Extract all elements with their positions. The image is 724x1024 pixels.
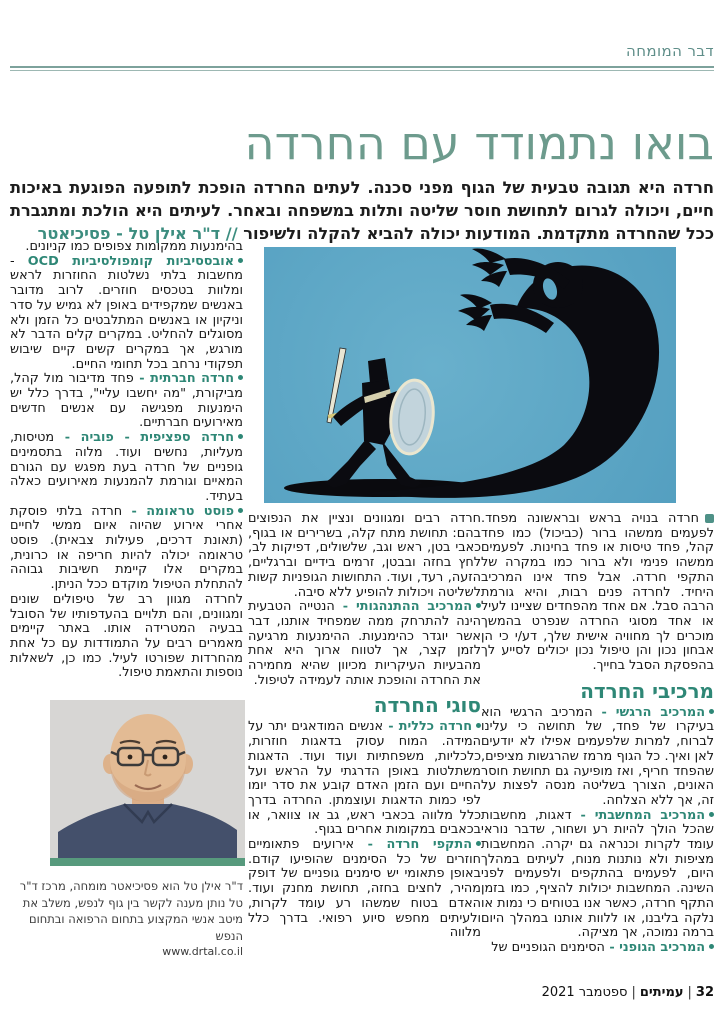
intro-paragraph xyxy=(481,512,714,674)
bullet-dot-icon xyxy=(709,944,714,949)
item-text: - מחשבות בלתי נשלטות החוזרות לראש ומלוות בטכסים חוזרים. לרוב מדובר באנשים שמקפידים באופן לא גמיש על סדר וניקיון או באנשים המתלבטים כל הזמן ולא מסוגלים להחליט. במקרים קלים הדבר לא מורגש, אך במקרים קשים קיים שיבוש תפקודי נרחב בכל תחומי החיים. xyxy=(10,253,243,372)
header-double-rule xyxy=(10,66,714,71)
item-text: חרדה בלתי פוסקת אחרי אירוע שהיוה איום ממשי לחיים (תאונת דרכים, פעילות צבאית). פוסט טראומה יכולה להיות חריפה או כרונית, במקרים אלו קיימת חשיבות גבוהה להתחלת הטיפול מוקדם ככל הניתן. xyxy=(10,503,243,593)
bullet-item-general-anxiety xyxy=(248,720,481,838)
knight-vs-shadow-monster-graphic xyxy=(264,247,676,503)
bullet-dot-icon xyxy=(476,841,481,846)
item-lead: המרכיב המחשבתי - xyxy=(571,807,705,823)
knight-head xyxy=(368,358,388,383)
bullet-item-ocd xyxy=(10,255,243,373)
footer-separator: | xyxy=(687,985,692,1000)
anxiety-shadow-illustration xyxy=(264,247,676,503)
item-lead: התקפי חרדה - xyxy=(354,837,472,853)
page-number: 32 xyxy=(695,985,714,1000)
bullet-item-ptsd xyxy=(10,505,243,593)
website-url: www.drtal.co.il xyxy=(162,945,243,958)
item-lead: חרדה חברתית - xyxy=(133,371,234,387)
bullet-item-behavioral xyxy=(248,600,481,688)
continuation-paragraph: חרדה רבים ומגוונים ונציין את הנפוצים בהם: תחושת מתח קלה, בשרירים או בגוף, כאבי בטן, ראש וגב, שלשולים, דפיקות לב, לחץ בחזה ובבטן, זרמים בידיים וברגליים, הזעה, רעד, ועוד. התחושות הגופניות קשות לשליטה ויכולות להופיע ללא סיבה. xyxy=(248,511,481,600)
article-title: בואו נתמודד עם החרדה xyxy=(244,115,714,170)
item-text: הנטייה הטבעית הינה להתרחק ממה שמפחיד אותנו, דבר אשר יוגדר כהימנעות. ההימנעות מרגיעה לזמן קצר, אך לטווח ארוך היא אחת מהבעיות העיקריות מכיוון שהיא מחמירה את החרדה והופכת אותה לעמידה לטיפול. xyxy=(248,599,481,688)
column-middle xyxy=(248,512,481,941)
bullet-item-emotional xyxy=(481,706,714,809)
bullet-dot-icon xyxy=(476,603,481,608)
bullet-item-physical xyxy=(481,941,714,956)
page-footer xyxy=(542,985,714,1000)
item-lead: חרדה ספציפית - פוביה - xyxy=(54,430,234,446)
bullet-dot-icon xyxy=(238,508,243,513)
column-left xyxy=(10,240,243,681)
bullet-dot-icon xyxy=(709,709,714,714)
item-lead: המרכיב הרגשי - xyxy=(592,704,705,720)
issue-date: ספטמבר 2021 xyxy=(541,985,628,1000)
item-lead: חרדה כללית - xyxy=(383,719,472,735)
item-lead: המרכיב ההתנהגותי - xyxy=(334,599,472,615)
intro-text: חרדה בנויה בראש ובראשונה מפחד. לפעמים ממשהו ברור (כביכול) כמו פחד קהל, פחד טיסות או פחד בחינות. לפעמים ממשהו פנימי ולא ברור כמו במקרה של התקפי חרדה. אבל פחד אינו המרכיב היחיד. לחרדה פנים רבות, והיא גורמת הרבה סבל. אם אחד מהפחדים שציינו לעיל או אחד מסוגי החרדה שנפרט בהמשך מוכרים לך מחוויה אישית שלך, דע/י כי הן אבחון נכון והן טיפול נכון יכולים לסייע לך בהפסקת הסבל בחייך. xyxy=(481,511,714,674)
heading-anxiety-types: סוגי החרדה xyxy=(373,693,481,718)
bullet-dot-icon xyxy=(238,434,243,439)
bullet-dot-icon xyxy=(476,723,481,728)
caption-text: ד"ר אילן טל הוא פסיכיאטר מומחה, מרכז ד"ר טל נותן מענה לקשר בין גוף לנפש, משלב את מיטב אנשי המקצוע בתחום הרפואה ובתחום הנפש xyxy=(19,879,243,943)
photo-accent-bar xyxy=(50,858,245,866)
heading-anxiety-components: מרכיבי החרדה xyxy=(580,678,714,703)
item-lead: פוסט טראומה - xyxy=(122,503,234,519)
item-text: מטיסות, מעליות, נחשים ועוד. מלוה בתסמינים גופניים של חרדה בעת מפגש עם הגורם המאיים וגורמת להמנעות מאירועים כאלה בעתיד. xyxy=(10,430,243,504)
item-text: הסימנים הגופניים של xyxy=(491,939,605,955)
bullet-item-social-anxiety xyxy=(10,372,243,431)
bullet-square-icon xyxy=(705,514,714,523)
column-right xyxy=(481,512,714,956)
magazine-name: עמיתים xyxy=(639,985,684,1000)
bullet-item-panic-attacks xyxy=(248,838,481,941)
item-text: פחד מדיבור מול קהל, מביקורת, "מה יחשבו עליי", בדרך כלל יש הימנעות מפגישה עם אנשים חדשים מאירועים חברתיים. xyxy=(10,371,243,431)
portrait-photo xyxy=(50,700,245,858)
item-lead: אובססיביות קומפולסיביות OCD xyxy=(27,253,235,269)
item-text: המרכיב הרגשי הוא בעיקרו של פחד, של תחושה כי עלינו לברוח, למרות שלפעמים אפילו לא יודעים לאן ואיך. כל הגוף מרמז שהרגשות מציפים, שהפחד חריף, ואז מופיעה גם תחושת חוסר האונים, הצורך בשליטה מנסה לפצות על זה, אך ללא הצלחה. xyxy=(481,704,714,808)
bullet-dot-icon xyxy=(238,258,243,263)
continuation-paragraph: בהימנעות ממקומות צפופים כמו קניונים. xyxy=(25,239,243,254)
lead-text: חרדה היא תגובה טבעית של הגוף מפני סכנה. לעתים החרדה הופכת לתופעה הפוגעת באיכות חיים, ויכולה לגרום לתחושת חוסר שליטה ותלות במשפחה ובאחר. לעיתים היא הולכת ומתגברת ככל שהחרדה מתקדמת. המודעות יכולה להביא להקלה ולשיפור xyxy=(10,178,714,244)
item-text: אנשים המודאגים יתר על המידה. המוח עסוק בדאגות חוזרות, כלכליות, משפחתיות ועוד ועוד. הדאגות משתלטות באופן הדרגתי על הראש ועל החיים ועם הזמן האדם קובע את סדר יומו לפי כמות הדאגות ועוצמתן. החרדה בדרך כלל מלווה בכאבי ראש, גב או צוואר, או בכאבים במקומות אחרים בגוף. xyxy=(248,719,481,838)
lead-paragraph xyxy=(10,176,714,245)
bullet-dot-icon xyxy=(709,812,714,817)
closing-paragraph: לחרדה מגוון רב של טיפולים שונים ומגוונים, והם תלויים בהעדפותיו של הסובל בבעיה המטרידה אותו. באתר קיימים מאמרים רבים על התמודדות עם כל אחת מהחרדות שפורטו לעיל. כמו כן, לשאלות נוספות והתאמת טיפול. xyxy=(10,591,243,681)
item-text: דאגות, מחשבות שהכל הולך להיות רע ושחור, שדבר נוראי עומד לקרות וכנראה גם יקרה. המחשבות מציפות ולא נותנות מנוח, לעיתים במהלך היום, לפעמים בהתקפים ולפעמים לפני השינה. המחשבות יכולות להציף, כמו בזמן התקף חרדה, כאשר אנו בטוחים כי נמות או נלקה בליבנו, או ללוות אותנו במהלך היום ברמה נמוכה, אך מציקה. xyxy=(481,807,714,941)
section-kicker: דבר המומחה xyxy=(626,42,714,60)
item-text: אירועים פתאומיים חוזרים של כל הסימנים שהופיעו קודם. באופן פתאומי יש סימנים גופניים של דופק מהיר, לחצים בחזה, תחושת מחנק ועוד. האדם בטוח שמשהו רע עומד לקרות, ולעיתים מחפש סיוע רפואי. בדרך כלל מלווה xyxy=(248,837,481,941)
footer-separator: | xyxy=(631,985,636,1000)
author-photo xyxy=(50,700,245,866)
author-byline: // ד"ר אילן טל - פסיכיאטר xyxy=(37,224,238,244)
bullet-dot-icon xyxy=(238,375,243,380)
photo-caption xyxy=(10,878,243,961)
item-lead: המרכיב הגופני - xyxy=(604,939,705,955)
bullet-item-cognitive xyxy=(481,809,714,941)
bullet-item-specific-phobia xyxy=(10,431,243,505)
